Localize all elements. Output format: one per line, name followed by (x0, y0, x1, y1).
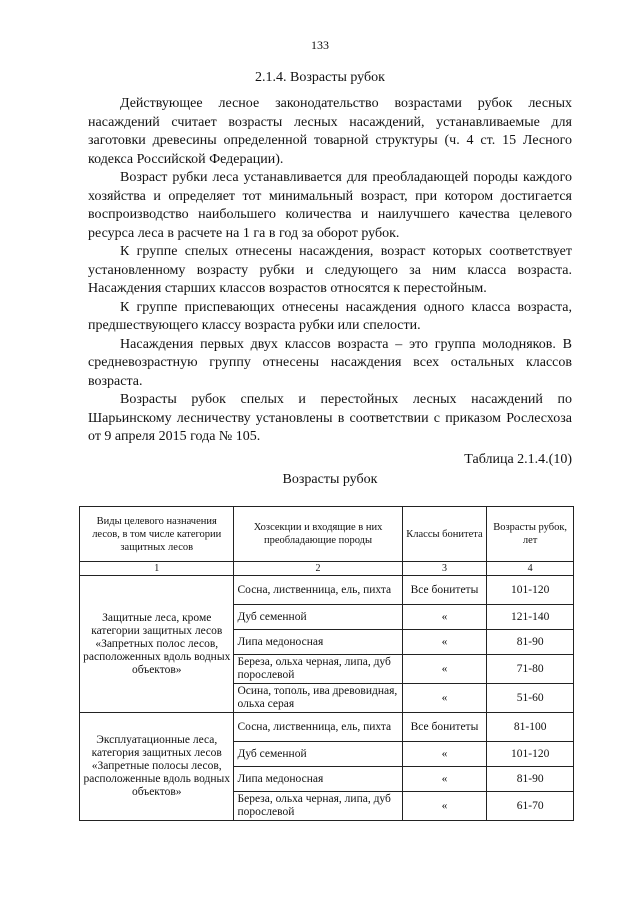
species-cell: Сосна, лиственница, ель, пихта (234, 713, 402, 742)
cutting-ages-table (79, 506, 574, 821)
header-species: Хозсекции и входящие в них преобладающие породы (234, 507, 402, 562)
bonitet-cell: « (402, 655, 487, 684)
species-cell: Береза, ольха черная, липа, дуб порослевой (234, 655, 402, 684)
species-cell: Береза, ольха черная, липа, дуб порослевой (234, 792, 402, 821)
bonitet-cell: « (402, 742, 487, 767)
body-text (88, 95, 572, 447)
age-cell: 71-80 (487, 655, 574, 684)
age-cell: 101-120 (487, 576, 574, 605)
column-number: 1 (80, 562, 234, 576)
paragraph: Возрасты рубок спелых и перестойных лесных насаждений по Шарьинскому лесничеству установлены в соответствии с приказом Рослесхоза от 9 апреля 2015 года № 105. (88, 392, 572, 444)
column-number: 4 (487, 562, 574, 576)
table-caption (88, 452, 572, 488)
age-cell: 101-120 (487, 742, 574, 767)
age-cell: 51-60 (487, 684, 574, 713)
page-number: 133 (311, 38, 329, 52)
table-number: Таблица 2.1.4.(10) (464, 452, 572, 467)
species-cell: Липа медоносная (234, 767, 402, 792)
species-cell: Сосна, лиственница, ель, пихта (234, 576, 402, 605)
species-cell: Осина, тополь, ива древовидная, ольха серая (234, 684, 402, 713)
bonitet-cell: « (402, 792, 487, 821)
header-bonitet: Классы бонитета (402, 507, 487, 562)
column-number: 2 (234, 562, 402, 576)
species-cell: Дуб семенной (234, 742, 402, 767)
forest-purpose-cell: Защитные леса, кроме категории защитных лесов «Запретных полос лесов, расположенных вдоль водных объектов» (80, 576, 234, 713)
paragraph: Действующее лесное законодательство возрастами рубок лесных насаждений считает возрасты лесных насаждений, устанавливаемые для заготовки древесины определенной товарной структуры (ч. 4 ст. 15 Лесного кодекса Российской Федерации). (88, 96, 572, 167)
bonitet-cell: « (402, 684, 487, 713)
paragraph: К группе приспевающих отнесены насаждения одного класса возраста, предшествующего классу возраста рубки или спелости. (88, 299, 572, 333)
age-cell: 121-140 (487, 605, 574, 630)
column-number-row (80, 562, 574, 576)
header-forest-purpose: Виды целевого назначения лесов, в том числе категории защитных лесов (80, 507, 234, 562)
age-cell: 61-70 (487, 792, 574, 821)
section-title: 2.1.4. Возрасты рубок (255, 70, 385, 85)
bonitet-cell: « (402, 630, 487, 655)
paragraph: Насаждения первых двух классов возраста – это группа молодняков. В средневозрастную группу отнесены насаждения всех остальных классов возраста. (88, 336, 572, 389)
species-cell: Липа медоносная (234, 630, 402, 655)
table-row (80, 713, 574, 742)
bonitet-cell: Все бонитеты (402, 576, 487, 605)
table-title: Возрасты рубок (282, 472, 378, 487)
header-cutting-age: Возрасты рубок, лет (487, 507, 574, 562)
bonitet-cell: « (402, 605, 487, 630)
bonitet-cell: « (402, 767, 487, 792)
age-cell: 81-100 (487, 713, 574, 742)
paragraph: К группе спелых отнесены насаждения, возраст которых соответствует установленному возрасту рубки и следующего за ним класса возраста. Насаждения старших классов возрастов относятся к перестойным. (88, 244, 572, 296)
forest-purpose-cell: Эксплуатационные леса, категория защитных лесов «Запретные полосы лесов, расположенные вдоль водных объектов» (80, 713, 234, 821)
table-header-row (80, 507, 574, 562)
table-row (80, 576, 574, 605)
species-cell: Дуб семенной (234, 605, 402, 630)
paragraph: Возраст рубки леса устанавливается для преобладающей породы каждого хозяйства и определяет тот минимальный возраст, при котором достигается воспроизводство наибольшего количества и наилучшего качества целевого ресурса леса в расчете на 1 га в год за оборот рубок. (88, 170, 572, 241)
age-cell: 81-90 (487, 767, 574, 792)
age-cell: 81-90 (487, 630, 574, 655)
bonitet-cell: Все бонитеты (402, 713, 487, 742)
column-number: 3 (402, 562, 487, 576)
